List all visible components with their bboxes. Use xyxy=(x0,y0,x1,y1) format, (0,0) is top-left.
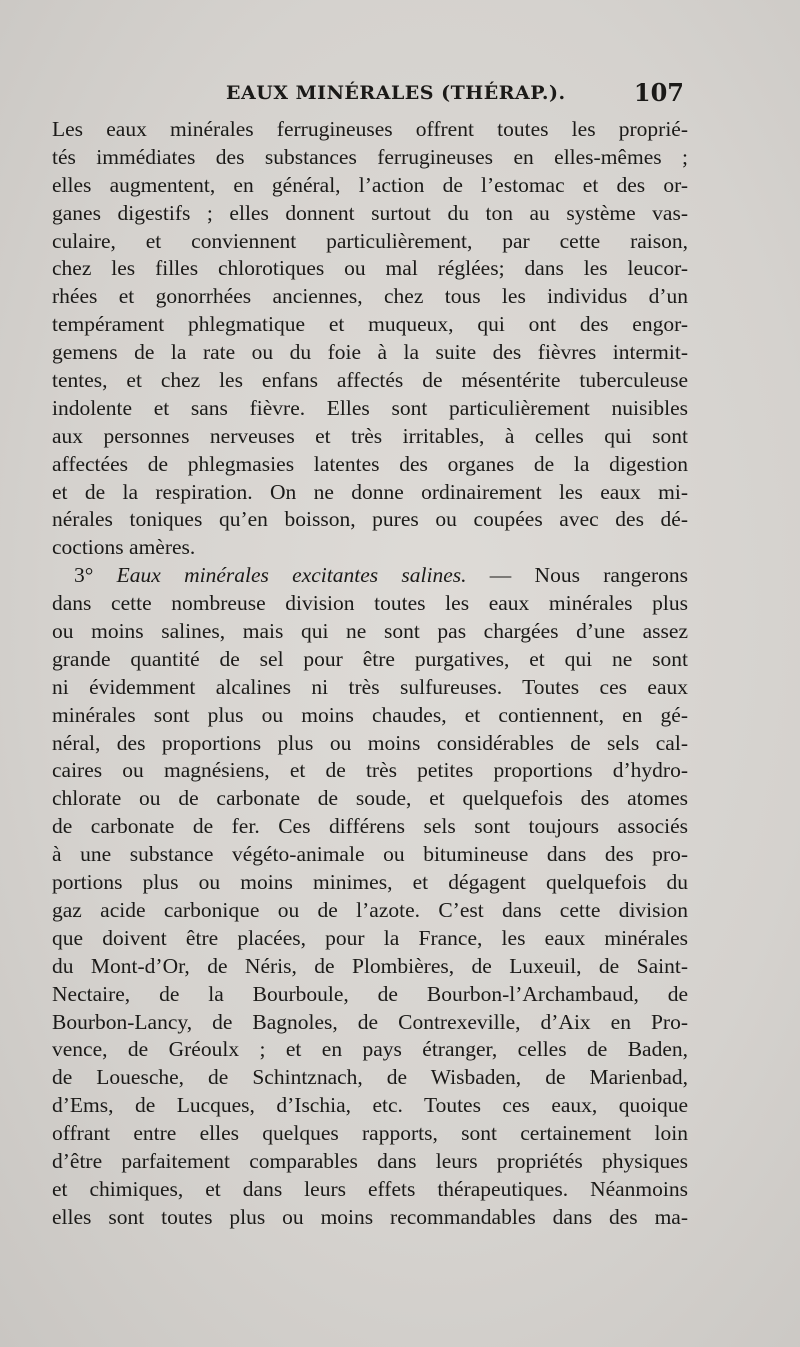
text-line: indolente et sans fièvre. Elles sont particulièrement nuisibles xyxy=(52,395,688,420)
text-line: d’être parfaitement comparables dans leurs propriétés physiques xyxy=(52,1148,688,1173)
text-line: minérales sont plus ou moins chaudes, et contiennent, en gé- xyxy=(52,702,688,727)
text-line: portions plus ou moins minimes, et dégagent quelquefois du xyxy=(52,870,688,895)
running-head: EAUX MINÉRALES (THÉRAP.). xyxy=(226,82,566,104)
text-line: offrant entre elles quelques rapports, sont certainement loin xyxy=(52,1121,688,1146)
section-heading-line xyxy=(52,562,688,590)
section-lead-text: — Nous rangerons xyxy=(466,563,688,588)
text-line: affectées de phlegmasies latentes des organes de la digestion xyxy=(52,451,688,476)
text-line: Bourbon-Lancy, de Bagnoles, de Contrexeville, d’Aix en Pro- xyxy=(52,1009,688,1034)
text-line: gaz acide carbonique ou de l’azote. C’est dans cette division xyxy=(52,897,688,922)
text-line: à une substance végéto-animale ou bitumineuse dans des pro- xyxy=(52,842,688,867)
text-line: chez les filles chlorotiques ou mal réglées; dans les leucor- xyxy=(52,256,688,281)
text-line: tempérament phlegmatique et muqueux, qui ont des engor- xyxy=(52,312,688,337)
text-line: rhées et gonorrhées anciennes, chez tous les individus d’un xyxy=(52,284,688,309)
page-header xyxy=(56,78,688,112)
text-line: dans cette nombreuse division toutes les eaux minérales plus xyxy=(52,591,688,616)
text-line: caires ou magnésiens, et de très petites proportions d’hydro- xyxy=(52,758,688,783)
text-line: nérales toniques qu’en boisson, pures ou coupées avec des dé- xyxy=(52,507,688,532)
text-line: du Mont-d’Or, de Néris, de Plombières, de Luxeuil, de Saint- xyxy=(52,953,688,978)
body-text xyxy=(52,116,688,1232)
text-line: ni évidemment alcalines ni très sulfureuses. Toutes ces eaux xyxy=(52,674,688,699)
section-number: 3° xyxy=(74,563,94,588)
text-line: grande quantité de sel pour être purgatives, et qui ne sont xyxy=(52,646,688,671)
text-line: et de la respiration. On ne donne ordinairement les eaux mi- xyxy=(52,479,688,504)
text-line: et chimiques, et dans leurs effets thérapeutiques. Néanmoins xyxy=(52,1176,688,1201)
text-line: chlorate ou de carbonate de soude, et quelquefois des atomes xyxy=(52,786,688,811)
text-line: de Louesche, de Schintznach, de Wisbaden, de Marienbad, xyxy=(52,1065,688,1090)
page-number: 107 xyxy=(633,78,684,107)
text-line: aux personnes nerveuses et très irritables, à celles qui sont xyxy=(52,423,688,448)
text-line: elles sont toutes plus ou moins recommandables dans des ma- xyxy=(52,1204,688,1229)
text-line: Nectaire, de la Bourboule, de Bourbon-l’Archambaud, de xyxy=(52,981,688,1006)
text-line: d’Ems, de Lucques, d’Ischia, etc. Toutes ces eaux, quoique xyxy=(52,1093,688,1118)
text-line: Les eaux minérales ferrugineuses offrent toutes les proprié- xyxy=(52,117,688,141)
section-title: Eaux minérales excitantes salines. xyxy=(116,563,467,588)
text-line: que doivent être placées, pour la France, les eaux minérales xyxy=(52,925,688,950)
text-line: ou moins salines, mais qui ne sont pas chargées d’une assez xyxy=(52,619,688,644)
text-line: culaire, et conviennent particulièrement, par cette raison, xyxy=(52,228,688,253)
text-line: gemens de la rate ou du foie à la suite des fièvres intermit- xyxy=(52,340,688,365)
text-line: néral, des proportions plus ou moins considérables de sels cal- xyxy=(52,730,688,755)
text-line: ganes digestifs ; elles donnent surtout du ton au système vas- xyxy=(52,200,688,225)
text-line: vence, de Gréoulx ; et en pays étranger, celles de Baden, xyxy=(52,1037,688,1062)
text-line: de carbonate de fer. Ces différens sels sont toujours associés xyxy=(52,814,688,839)
text-line: tés immédiates des substances ferrugineuses en elles-mêmes ; xyxy=(52,144,688,169)
text-line: coctions amères. xyxy=(52,535,196,560)
text-line: elles augmentent, en général, l’action de l’estomac et des or- xyxy=(52,172,688,197)
text-line: tentes, et chez les enfans affectés de mésentérite tuberculeuse xyxy=(52,368,688,393)
